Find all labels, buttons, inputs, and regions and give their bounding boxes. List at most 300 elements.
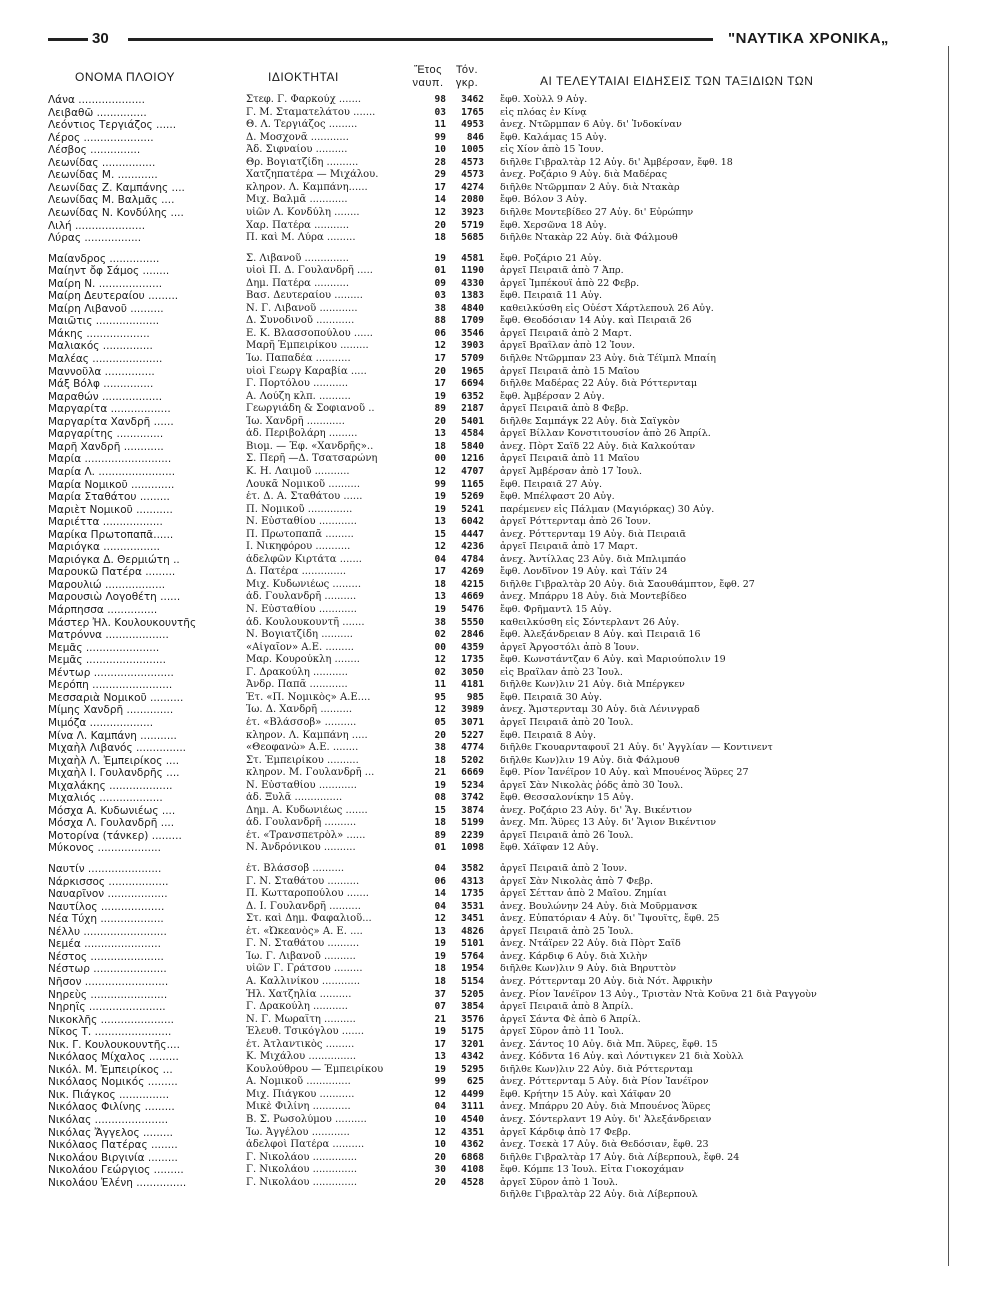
ship-name: Μαλέας ..................... [48, 353, 163, 365]
build-year: 38 [434, 616, 446, 628]
build-year: 19 [434, 491, 446, 503]
latest-news: ἀργεῖ Πειραιᾶ ἀπὸ 2 Ἰουν. [500, 863, 628, 874]
build-year: 12 [434, 465, 446, 477]
latest-news: διῆλθε Κων)λιν 19 Αὐγ. διὰ Φάλμουθ [500, 754, 680, 766]
owner: Χαρ. Πατέρα ........... [246, 219, 350, 231]
ship-name: Μαρῆ Χανδρῆ ............ [48, 440, 164, 453]
gross-tonnage: 5175 [461, 1026, 484, 1038]
build-year: 38 [434, 302, 446, 314]
owner: ἐτ. Βλάσσοβ .......... [246, 863, 345, 874]
latest-news: ἀργεῖ Σῦρον ἀπὸ 11 Ἰουλ. [500, 1026, 624, 1038]
ship-name: Μαίηντ ὄφ Σάμος ........ [48, 265, 170, 278]
owner: Ἰω. Δ. Χανδρῆ .......... [246, 704, 353, 716]
table-row [48, 290, 958, 302]
table-row-last-news [48, 1189, 958, 1201]
table-row [48, 491, 958, 503]
build-year: 20 [434, 729, 446, 741]
latest-news: ἔφθ. Πειραιᾶ 27 Αὐγ. [500, 478, 603, 490]
table-row [48, 963, 958, 975]
owner: Ἰω. Χανδρῆ ............ [246, 415, 345, 427]
build-year: 99 [434, 478, 446, 490]
gross-tonnage: 3989 [461, 704, 484, 716]
owner: Στεφ. Γ. Φαρκούχ ....... [246, 94, 362, 105]
ship-name: Νέστωρ ...................... [48, 963, 167, 976]
table-row [48, 169, 958, 181]
ship-name: Μαρουκῶ Πατέρα ......... [48, 566, 176, 579]
latest-news: ἀργεῖ Πειραιᾶ ἀπὸ 26 Ἰουλ. [500, 829, 634, 841]
owner: Θ. Λ. Τεργιάζος ......... [246, 119, 358, 131]
latest-news: καθειλκύσθη εἰς Σόντερλαντ 26 Αὐγ. [500, 616, 680, 628]
owner: Ἰω. Παπαδέα ........... [246, 353, 351, 364]
gross-tonnage: 5202 [461, 754, 484, 766]
latest-news: ἀργεῖ Σάντα Φὲ ἀπὸ 6 Ἀπρίλ. [500, 1013, 641, 1025]
owner: Ι. Νικηφόρου ........... [246, 541, 351, 553]
latest-news: ἀργεῖ Ἀργοστόλι ἀπὸ 8 Ἰουν. [500, 641, 640, 653]
table-row [48, 1177, 958, 1189]
build-year: 09 [434, 277, 446, 289]
owner: Α. Καλλινίκου ............ [246, 975, 361, 987]
gross-tonnage: 4447 [461, 528, 484, 540]
gross-tonnage: 4274 [461, 181, 484, 193]
ship-name: Λεωνίδας Μ. ............ [48, 169, 158, 182]
build-year: 06 [434, 875, 446, 887]
ship-name: Μαίρη Ν. ................... [48, 277, 163, 290]
gross-tonnage: 5101 [461, 938, 484, 950]
table-row [48, 453, 958, 465]
build-year: 18 [434, 975, 446, 987]
owner: Β. Σ. Ρωσολύμου .......... [246, 1114, 367, 1125]
table-row [48, 1114, 958, 1126]
latest-news: διῆλθε Ντῶρμπαν 23 Αὐγ. διὰ Τέϊμπλ Μπαίη [500, 353, 716, 364]
gross-tonnage: 1965 [461, 365, 484, 377]
owner: ἐτ. Δ. Α. Σταθάτου ...... [246, 491, 363, 503]
gross-tonnage: 6042 [461, 516, 484, 528]
build-year: 29 [434, 169, 446, 181]
owner: ἀδελφῶν Κιρτάτα ....... [246, 553, 362, 565]
build-year: 12 [434, 913, 446, 925]
gross-tonnage: 4359 [461, 641, 484, 653]
ship-name: Μύκονος ................... [48, 842, 161, 855]
latest-news: διῆλθε Κων)λιν 9 Αὐγ. διὰ Βηρυττὸν [500, 963, 677, 975]
gross-tonnage: 1165 [461, 478, 484, 490]
latest-news: ἀργεῖ Σῦρον ἀπὸ 1 Ἰουλ. [500, 1176, 618, 1188]
table-row [48, 194, 958, 206]
build-year: 11 [434, 119, 446, 131]
latest-news: ἀνεχ. Σόντερλαντ 19 Αὐγ. δι' Ἀλεξάνδρειαν [500, 1114, 712, 1125]
owner: ἀδ. Ξυλᾶ ............... [246, 792, 343, 804]
owner: Γ. Δρακούλη ........... [246, 666, 348, 678]
owner: Κ. Μιχάλου ............... [246, 1051, 357, 1063]
owner: Ν. Ἀνδρόνικου .......... [246, 842, 356, 854]
column-header-tonnage [450, 64, 484, 90]
latest-news: διῆλθε Ντακὰρ 22 Αὐγ. διὰ Φάλμουθ [500, 232, 678, 244]
table-row [48, 901, 958, 913]
ship-name: Νικόλας Ἄγγελος ......... [48, 1126, 174, 1139]
ship-name: Μιχαὴλ Λιβανός ............... [48, 742, 187, 755]
table-row [48, 303, 958, 315]
table-row [48, 428, 958, 440]
latest-news: ἀργεῖ Ἰμπέκουϊ ἀπὸ 22 Φεβρ. [500, 277, 640, 289]
table-row [48, 780, 958, 792]
build-year: 12 [434, 541, 446, 553]
table-row [48, 755, 958, 767]
build-year: 98 [434, 94, 446, 105]
owner: Δ. Πατέρα .............. [246, 566, 347, 578]
ship-name: Λεωνίδας Ν. Κονδύλης .... [48, 206, 184, 219]
gross-tonnage: 1735 [461, 654, 484, 666]
ship-name: Νικολάου Βιργινία ......... [48, 1151, 178, 1164]
ship-name: Νέα Τύχη ................... [48, 913, 164, 926]
owner: Χατζηπατέρα — Μιχάλου. [246, 169, 379, 181]
owner: Κ. Η. Λαιμοῦ ........... [246, 465, 350, 477]
ship-name: Νῖκος Τ. ....................... [48, 1026, 172, 1039]
table-row [48, 817, 958, 829]
build-year: 21 [434, 767, 446, 779]
gross-tonnage: 3531 [461, 900, 484, 912]
build-year: 18 [434, 232, 446, 244]
ship-name: Μαργαρίτα Χανδρῆ ...... [48, 415, 174, 428]
latest-news: ἔφθ. Χάϊφαν 12 Αὐγ. [500, 842, 599, 854]
table-row [48, 278, 958, 290]
gross-tonnage: 1216 [461, 453, 484, 465]
owner: κληρον. Λ. Καμπάνη...... [246, 181, 368, 193]
table-row [48, 157, 958, 169]
gross-tonnage: 4108 [461, 1164, 484, 1176]
gross-tonnage: 4581 [461, 252, 484, 264]
build-year: 13 [434, 516, 446, 528]
gross-tonnage: 1735 [461, 888, 484, 900]
latest-news: ἔφθ. Χοὺλλ 9 Αὐγ. [500, 94, 588, 105]
gross-tonnage: 3576 [461, 1013, 484, 1025]
build-year: 03 [434, 290, 446, 302]
gross-tonnage: 5205 [461, 988, 484, 1000]
owner: Α. Λούζη κλπ. .......... [246, 390, 351, 402]
owner: Π. Νομικοῦ .............. [246, 503, 353, 515]
latest-news: διῆλθε Μαδέρας 22 Αὐγ. διὰ Ρόττερνταμ [500, 378, 698, 390]
latest-news: διῆλθε Σαμπάγκ 22 Αὐγ. διὰ Σαϊγκὸν [500, 415, 680, 427]
latest-news: διῆλθε Κων)λιν 21 Αὐγ. διὰ Μπέργκεν [500, 679, 685, 691]
owner: Γεωργιάδη & Σοφιανοῦ .. [246, 403, 375, 415]
gross-tonnage: 4669 [461, 591, 484, 603]
table-row [48, 792, 958, 804]
owner: Ν. Βογιατζίδη .......... [246, 629, 353, 641]
gross-tonnage: 3874 [461, 804, 484, 816]
latest-news: ἔφθ. Ρίον Ἰανέϊρον 10 Αὐγ. καὶ Μπουένος Ἄϋρες 27 [500, 767, 749, 779]
ship-name: Μαίρη Λιβανοῦ .......... [48, 302, 164, 315]
build-year: 01 [434, 842, 446, 854]
build-year: 12 [434, 340, 446, 352]
build-year: 19 [434, 604, 446, 615]
latest-news: παρέμενεν εἰς Πάλμαν (Μαγιόρκας) 30 Αὐγ. [500, 503, 715, 515]
build-year: 30 [434, 1164, 446, 1176]
table-row [48, 403, 958, 415]
gross-tonnage: 985 [466, 691, 484, 703]
latest-news: ἔφθ. Κόμπε 13 Ἰουλ. Εἶτα Γιοκοχάμαν [500, 1164, 684, 1176]
owner: Σ. Περῆ —Δ. Τσατσαρώνη [246, 453, 378, 465]
build-year: 00 [434, 453, 446, 465]
owner: Ν. Εὐσταθίου ............ [246, 604, 357, 615]
table-row [48, 888, 958, 900]
latest-news: ἀργεῖ Κάρδιφ ἀπὸ 17 Φεβρ. [500, 1126, 631, 1138]
table-row [48, 617, 958, 629]
ship-name: Νάρκισσος .................. [48, 875, 169, 888]
owner: Βασ. Δευτεραίου ......... [246, 290, 363, 302]
latest-news: ἀνεχ. Ρίον Ἰανέϊρον 13 Αὐγ., Τριστὰν Ντὰ Κοῦνα 21 διὰ Ραγγοὺν [500, 988, 817, 1000]
owner: ἀδελφοὶ Πατέρα .......... [246, 1139, 365, 1151]
ship-name: Μαίρη Δευτεραίου ......... [48, 290, 179, 303]
latest-news: ἀργεῖ Πειραιᾶ ἀπὸ 2 Μαρτ. [500, 327, 632, 339]
table-row [48, 353, 958, 365]
build-year: 95 [434, 691, 446, 703]
column-header-year [410, 64, 446, 90]
gross-tonnage: 2846 [461, 629, 484, 641]
latest-news: διῆλθε Μοντεβίδεο 27 Αὐγ. δι' Εὐρώπην [500, 206, 694, 218]
ship-name: Μαργαρίτης .............. [48, 428, 164, 441]
gross-tonnage: 6694 [461, 378, 484, 390]
latest-news: ἀνεχ. Ἄμστερνταμ 30 Αὐγ. διὰ Λένινγραδ [500, 704, 700, 716]
build-year: 12 [434, 704, 446, 716]
build-year: 10 [434, 1114, 446, 1125]
ship-name: Μαρουλιώ .................. [48, 578, 166, 591]
owner: Μαρ. Κουρούκλη ........ [246, 654, 360, 666]
ship-name: Λέσβος ............... [48, 144, 141, 157]
column-header-owners: ΙΔΙΟΚΤΗΤΑΙ [268, 70, 339, 84]
owner: ἀδ. Περιβολάρη ......... [246, 428, 358, 440]
table-row [48, 441, 958, 453]
owner: Ἐλευθ. Τσικόγλου ....... [246, 1026, 365, 1038]
ship-name: Μαργαρίτα .................. [48, 403, 171, 416]
owner: Γ. Πορτόλου ........... [246, 378, 349, 390]
owner: Μιχ. Πιάγκου ........... [246, 1088, 355, 1100]
build-year: 37 [434, 988, 446, 1000]
gross-tonnage: 5476 [461, 604, 484, 615]
gross-tonnage: 625 [466, 1076, 484, 1088]
owner: Γ. Νικολάου .............. [246, 1176, 358, 1188]
owner: Δ. Συνοδινοῦ ............ [246, 315, 355, 327]
gross-tonnage: 2239 [461, 829, 484, 841]
build-year: 18 [434, 963, 446, 975]
latest-news: ἔφθ. Ἀμβέρσαν 2 Αὐγ. [500, 390, 605, 402]
latest-news: ἀνεχ. Ροζάριο 9 Αὐγ. διὰ Μαδέρας [500, 169, 668, 181]
ship-name: Ναυτίλος ................... [48, 900, 165, 913]
table-row [48, 378, 958, 390]
build-year: 19 [434, 938, 446, 950]
table-row [48, 315, 958, 327]
ship-name: Νικ. Πιάγκος ............... [48, 1088, 170, 1101]
table-row [48, 654, 958, 666]
latest-news: ἀνεχ. Μπάρρυ 18 Αὐγ. διὰ Μοντεβίδεο [500, 591, 687, 603]
latest-news: ἀνεχ. Κάρδιφ 6 Αὐγ. διὰ Χιλὴν [500, 950, 648, 962]
build-year: 13 [434, 428, 446, 440]
gross-tonnage: 6669 [461, 767, 484, 779]
latest-news: ἔφθ. Θεοδόσιαν 14 Αὐγ. καὶ Πειραιᾶ 26 [500, 315, 692, 327]
build-year: 04 [434, 1101, 446, 1113]
gross-tonnage: 4236 [461, 541, 484, 553]
table-row [48, 132, 958, 144]
latest-news: ἀργεῖ Πειραιᾶ ἀπὸ 8 Φεβρ. [500, 403, 629, 415]
gross-tonnage: 5227 [461, 729, 484, 741]
latest-news: ἀργεῖ Βραΐλαν ἀπὸ 12 Ἰουν. [500, 340, 636, 352]
latest-news: ἀνεχ. Ροζάριο 23 Αὐγ. δι' Ἅγ. Βικέντιον [500, 804, 692, 816]
build-year: 10 [434, 1139, 446, 1151]
ship-name: Νέλλυ ......................... [48, 925, 167, 938]
ship-name: Μαίανδρος ............... [48, 252, 160, 265]
gross-tonnage: 4540 [461, 1114, 484, 1125]
owner: «Αἰγαῖον» Α.Ε. ......... [246, 641, 354, 653]
build-year: 89 [434, 829, 446, 841]
latest-news: εἰς πλόας ἐν Κίνᾳ [500, 106, 587, 118]
ship-name: Λεωνίδας ................ [48, 156, 156, 169]
latest-news: ἔφθ. Κωνστάντζαν 6 Αὐγ. καὶ Μαριούπολιν 19 [500, 654, 726, 666]
ship-name: Νῆσον ......................... [48, 975, 169, 988]
ship-name: Μιχαὴλ Λ. Ἐμπειρίκος .... [48, 754, 180, 767]
latest-news: ἔφθ. Λονδῖνον 19 Αὐγ. καὶ Τάϊν 24 [500, 566, 668, 578]
latest-news: ἀνεχ. Κόδντα 16 Αὐγ. καὶ Λόντιγκεν 21 διὰ Χοὺλλ [500, 1051, 744, 1063]
ship-name: Νικολάου Γεώργιος ......... [48, 1164, 184, 1177]
owner: Θρ. Βογιατζίδη .......... [246, 156, 359, 168]
gross-tonnage: 5401 [461, 415, 484, 427]
build-year: 28 [434, 156, 446, 168]
gross-tonnage: 4774 [461, 742, 484, 754]
gross-tonnage: 4528 [461, 1176, 484, 1188]
build-year: 12 [434, 654, 446, 666]
owner: Δημ. Πατέρα ........... [246, 277, 350, 289]
table-row [48, 1139, 958, 1151]
latest-news: ἀργεῖ Πειραιᾶ ἀπὸ 8 Ἀπρίλ. [500, 1001, 634, 1013]
ship-name: Μιχαὴλ Ι. Γουλανδρῆς .... [48, 767, 180, 780]
gross-tonnage: 3111 [461, 1101, 484, 1113]
table-row [48, 842, 958, 854]
ship-name: Μαλιακός ............... [48, 340, 153, 353]
table-row [48, 107, 958, 119]
latest-news: ἀργεῖ Σὰν Νικολὰς ῥόδς ἀπὸ 30 Ἰουλ. [500, 779, 684, 791]
gross-tonnage: 1005 [461, 144, 484, 156]
page-header [48, 30, 950, 52]
build-year: 17 [434, 566, 446, 578]
build-year: 17 [434, 1038, 446, 1050]
build-year: 20 [434, 1151, 446, 1163]
ship-name: Μάστερ Ἠλ. Κουλουκουντῆς [48, 616, 197, 629]
ship-name: Νικόλαος Πατέρας ........ [48, 1139, 178, 1152]
ship-name: Μόσχα Α. Κυδωνιέως .... [48, 804, 176, 817]
gross-tonnage: 5764 [461, 950, 484, 962]
table-row [48, 466, 958, 478]
latest-news: διῆλθε Ντῶρμπαν 2 Αὐγ. διὰ Ντακὰρ [500, 181, 680, 193]
ship-name: Ναυτίν ...................... [48, 863, 162, 875]
owner: υἱοὶ Γεωργ Καραβία ..... [246, 365, 367, 377]
owner: υἱῶν Λ. Κονδύλη ........ [246, 206, 360, 218]
table-row [48, 119, 958, 131]
owner: Κουλούθρου — Ἐμπειρίκου [246, 1063, 384, 1075]
latest-news: ἀνεχ. Μπ. Ἄϋρες 13 Αὐγ. δι' Ἅγιον Βικέντιον [500, 817, 717, 829]
gross-tonnage: 4573 [461, 156, 484, 168]
table-row [48, 516, 958, 528]
owner: Ἐτ. «Π. Νομικὸς» Α.Ε.... [246, 691, 371, 703]
build-year: 19 [434, 779, 446, 791]
table-row [48, 913, 958, 925]
build-year: 02 [434, 629, 446, 641]
gross-tonnage: 3462 [461, 94, 484, 105]
owner: Ν. Εὐσταθίου ............ [246, 779, 357, 791]
owner: «Θεοφανὼ» Α.Ε. ........ [246, 742, 359, 754]
build-year: 02 [434, 666, 446, 678]
gross-tonnage: 4499 [461, 1088, 484, 1100]
build-year: 20 [434, 1176, 446, 1188]
table-row [48, 504, 958, 516]
owner: κληρον. Λ. Καμπάνη ..... [246, 729, 368, 741]
gross-tonnage: 5154 [461, 975, 484, 987]
table-row [48, 366, 958, 378]
owner: κληρον. Μ. Γουλανδρῆ ... [246, 767, 375, 779]
table-row [48, 976, 958, 988]
gross-tonnage: 4953 [461, 119, 484, 131]
build-year: 19 [434, 252, 446, 264]
build-year: 07 [434, 1001, 446, 1013]
build-year: 19 [434, 503, 446, 515]
gross-tonnage: 4330 [461, 277, 484, 289]
owner: Ἀδ. Σιφναίου .......... [246, 144, 348, 156]
owner: Π. Κωτταροπούλου ....... [246, 888, 369, 900]
owner: υἱῶν Γ. Γράτσου ......... [246, 963, 363, 975]
build-year: 18 [434, 578, 446, 590]
ship-name: Μεσσαριὰ Νομικοῦ .......... [48, 691, 184, 704]
table-row [48, 863, 958, 875]
latest-news: ἔφθ. Πειραιᾶ 11 Αὐγ. [500, 290, 603, 302]
build-year: 00 [434, 641, 446, 653]
build-year: 04 [434, 900, 446, 912]
table-row [48, 704, 958, 716]
owner: Γ. Ν. Σταθάτου .......... [246, 938, 360, 950]
ship-name: Μαρία Λ. ....................... [48, 465, 176, 478]
owner: Γ. Δρακούλη ........... [246, 1001, 348, 1013]
latest-news: ἀργεῖ Πειραιᾶ ἀπὸ 17 Μαρτ. [500, 541, 638, 553]
column-header-year-line2: ναυπ. [412, 77, 444, 89]
table-row [48, 94, 958, 106]
ship-name: Μαραθών .................. [48, 390, 163, 403]
table-row [48, 1152, 958, 1164]
latest-news: διῆλθε Γιβραλτὰρ 22 Αὐγ. διὰ Λίβερπουλ [500, 1189, 698, 1201]
column-header-year-line1: Ἔτος [414, 64, 442, 76]
column-header-tonnage-line2: γκρ. [455, 77, 479, 89]
owner: ἐτ. «Τρανσπετρὸλ» ...... [246, 829, 366, 841]
latest-news: ἔφθ. Πειραιᾶ 8 Αὐγ. [500, 729, 596, 741]
table-row [48, 989, 958, 1001]
build-year: 17 [434, 353, 446, 364]
ship-name: Νικ. Γ. Κουλουκουντῆς.... [48, 1038, 180, 1051]
gross-tonnage: 3923 [461, 206, 484, 218]
ship-name: Λύρας ................. [48, 232, 142, 245]
owner: Ἡλ. Χατζηλία .......... [246, 988, 352, 1000]
ship-name: Μαριόγκα ................. [48, 541, 161, 554]
ship-name: Μαριέττα .................. [48, 516, 163, 529]
ship-name: Μάρπησσα ............... [48, 604, 158, 616]
owner: Σ. Λιβανοῦ .............. [246, 252, 349, 264]
gross-tonnage: 5199 [461, 817, 484, 829]
gross-tonnage: 4313 [461, 875, 484, 887]
latest-news: διῆλθε Κων)λιν 22 Αὐγ. διὰ Ρόττερνταμ [500, 1063, 693, 1075]
ship-name: Μοτορίνα (τάνκερ) ......... [48, 829, 182, 842]
build-year: 99 [434, 131, 446, 143]
latest-news: ἔφθ. Μπέλφαστ 20 Αὐγ. [500, 491, 615, 503]
ship-name: Νικόλας ...................... [48, 1114, 169, 1126]
build-year: 15 [434, 804, 446, 816]
table-row [48, 926, 958, 938]
table-row [48, 1026, 958, 1038]
owner: Βιομ. — Ἐφ. «Χανδρῆς».. [246, 440, 374, 452]
gross-tonnage: 3451 [461, 913, 484, 925]
gross-tonnage: 3201 [461, 1038, 484, 1050]
latest-news: εἰς Χίον ἀπὸ 15 Ἰουν. [500, 144, 604, 156]
